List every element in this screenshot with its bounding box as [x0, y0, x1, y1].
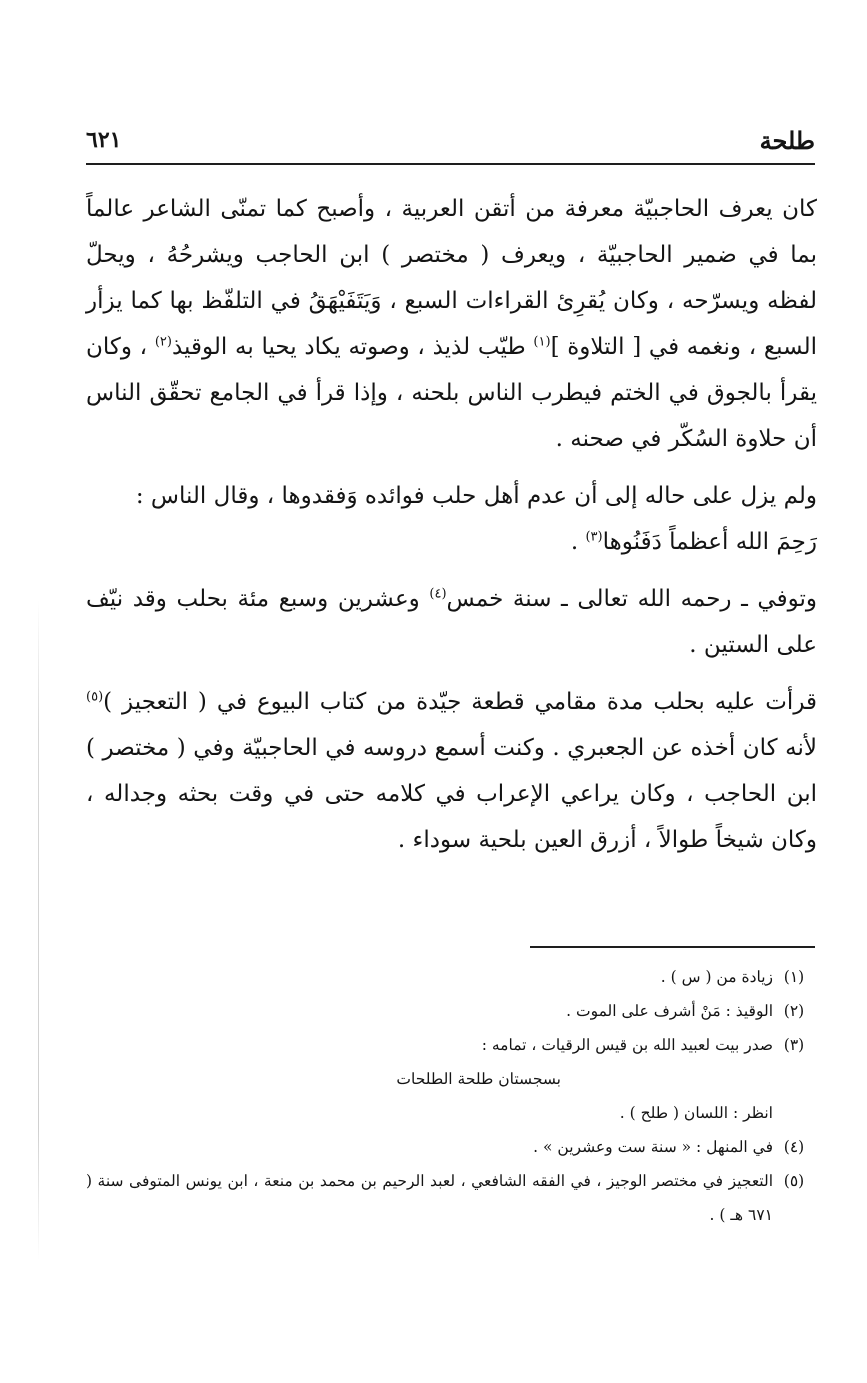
footnote-ref-2: (٢)	[154, 334, 172, 350]
footnote-text: زيادة من ( س ) .	[660, 968, 773, 986]
footnote-number: (١)	[783, 968, 805, 986]
main-text	[86, 186, 817, 863]
footnote-poem-line: بسجستان طلحة الطلحات	[396, 1070, 561, 1088]
footnote-number: (٣)	[783, 1036, 805, 1054]
footnote-number: (٢)	[783, 1002, 805, 1020]
footnote-ref-5: (٥)	[86, 689, 104, 705]
footnote-rule	[530, 946, 815, 948]
footnote-text: الوقيذ : مَنْ أشرف على الموت .	[566, 1002, 773, 1020]
scan-edge-line	[38, 600, 39, 1260]
footnote-5	[86, 1164, 815, 1232]
page-header	[86, 120, 815, 160]
running-title: طلحة	[759, 125, 815, 155]
footnote-ref-3: (٣)	[585, 529, 603, 545]
footnote-1	[86, 960, 815, 994]
footnote-number: (٤)	[783, 1138, 805, 1156]
paragraph-3: وتوفي ـ رحمه الله تعالى ـ سنة خمس$^{(٤)}$ وعشرين وسبع مئة بحلب وقد نيّف على الستين .	[86, 586, 817, 658]
paragraph-4: قرأت عليه بحلب مدة مقامي قطعة جيّدة من كتاب البيوع في ( التعجيز )$^{(٥)}$ لأنه كان أخذه عن الجعبري . وكنت أسمع دروسه في الحاجبيّة وفي ( مختصر ) ابن الحاجب ، وكان يراعي الإعراب في كلامه حتى في وقت بحثه وجداله ، وكان شيخاً طوالاً ، أزرق العين بلحية سوداء .	[86, 689, 818, 853]
verse-line: رَحِمَ الله أعظماً دَفَنُوها$^{(٣)}$ .	[570, 529, 817, 555]
footnote-text: صدر بيت لعبيد الله بن قيس الرقيات ، تمامه :	[481, 1036, 773, 1054]
paragraph-1: كان يعرف الحاجبيّة معرفة من أتقن العربية ، وأصبح كما تمنّى الشاعر عالماً بما في ضمير الحاجبيّة ، ويعرف ( مختصر ) ابن الحاجب ويشرحُهُ ، ويحلّ لفظه ويسرّحه ، وكان يُقرِئ القراءات السبع ، وَيَتَفَيْهَقُ في التلفّظ بها كما يزأر السبع ، ونغمه في [ التلاوة ]$^{(١)}$ طيّب لذيذ ، وصوته يكاد يحيا به الوقيذ$^{(٢)}$ ، وكان يقرأ بالجوق في الختم فيطرب الناس بلحنه ، وإذا قرأ في الجامع تحقّق الناس أن حلاوة السُكّر في صحنه .	[86, 196, 817, 452]
footnotes	[86, 960, 815, 1232]
footnote-ref-4: (٤)	[429, 586, 447, 602]
paragraph-2: ولم يزل على حاله إلى أن عدم أهل حلب فوائده وَفقدوها ، وقال الناس :	[135, 483, 817, 509]
footnote-3	[86, 1028, 815, 1062]
footnote-text: في المنهل : « سنة ست وعشرين » .	[533, 1138, 773, 1156]
footnote-text: التعجيز في مختصر الوجيز ، في الفقه الشافعي ، لعبد الرحيم بن محمد بن منعة ، ابن يونس المتوفى سنة ( ٦٧١ هـ ) .	[86, 1172, 773, 1224]
footnote-ref-1: (١)	[533, 334, 551, 350]
header-rule	[86, 163, 815, 165]
page-number: ٦٢١	[86, 127, 122, 153]
footnote-2	[86, 994, 815, 1028]
footnote-number: (٥)	[783, 1172, 805, 1190]
footnote-see-also: انظر : اللسان ( طلح ) .	[619, 1104, 773, 1122]
footnote-4	[86, 1130, 815, 1164]
